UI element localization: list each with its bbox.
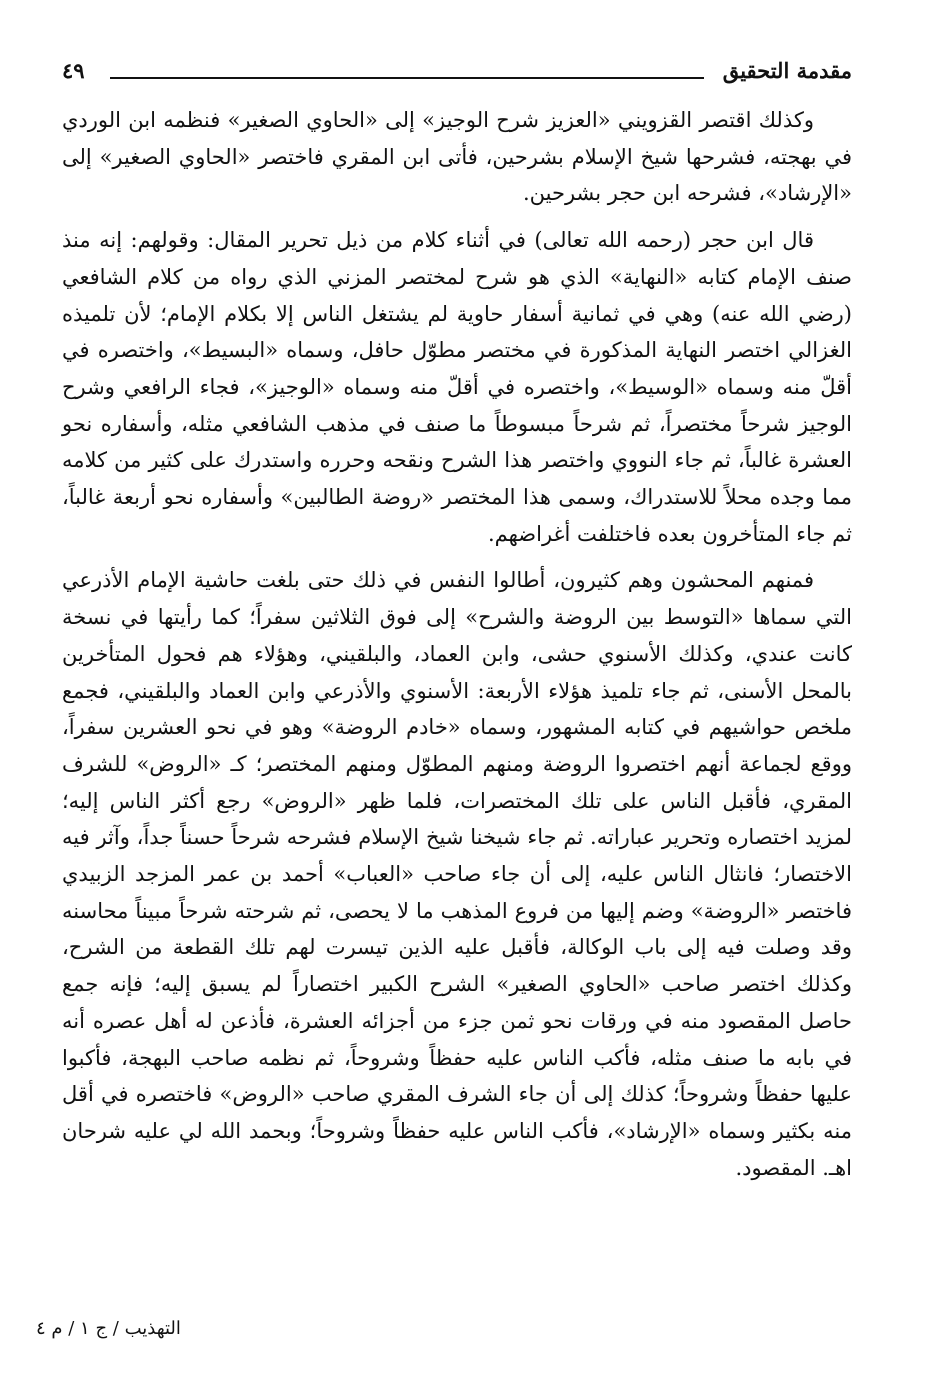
page-number: ٤٩ bbox=[62, 58, 85, 83]
header-rule bbox=[110, 77, 704, 79]
section-title: مقدمة التحقيق bbox=[722, 58, 852, 83]
body-text bbox=[62, 102, 852, 1196]
paragraph-3: فمنهم المحشون وهم كثيرون، أطالوا النفس في ذلك حتى بلغت حاشية الإمام الأذرعي التي سماها «التوسط بين الروضة والشرح» إلى فوق الثلاثين سفراً؛ كما رأيتها في نسخة كانت عندي، وكذلك الأسنوي حشى، وابن العماد، والبلقيني، وهؤلاء هم فحول المتأخرين بالمحل الأسنى، ثم جاء تلميذ هؤلاء الأربعة: الأسنوي والأذرعي وابن العماد والبلقيني، فجمع ملخص حواشيهم في كتابه المشهور، وسماه «خادم الروضة» وهو في نحو العشرين سفراً، ووقع لجماعة أنهم اختصروا الروضة ومنهم المطوّل ومنهم المختصر؛ كـ «الروض» للشرف المقري، فأقبل الناس على تلك المختصرات، فلما ظهر «الروض» رجع أكثر الناس إليه؛ لمزيد اختصاره وتحرير عباراته. ثم جاء شيخنا شيخ الإسلام فشرحه شرحاً حسناً جداً، وآثر فيه الاختصار؛ فانثال الناس عليه، إلى أن جاء صاحب «العباب» أحمد بن عمر المزجد الزبيدي فاختصر «الروضة» وضم إليها من فروع المذهب ما لا يحصى، ثم شرحته شرحاً مبيناً محاسنه وقد وصلت فيه إلى باب الوكالة، فأقبل عليه الذين تيسرت لهم تلك القطعة من الشرح، وكذلك اختصر صاحب «الحاوي الصغير» الشرح الكبير اختصاراً لم يسبق إليه؛ فإنه جمع حاصل المقصود منه في ورقات نحو ثمن جزء من أجزائه العشرة، فأذعن له أهل عصره أنه في بابه ما صنف مثله، فأكب الناس عليه حفظاً وشروحاً، ثم نظمه صاحب البهجة، فأكبوا عليها حفظاً وشروحاً؛ كذلك إلى أن جاء الشرف المقري صاحب «الروض» فاختصره في أقل منه بكثير وسماه «الإرشاد»، فأكب الناس عليه حفظاً وشروحاً؛ وبحمد الله لي عليه شرحان اهـ. المقصود. bbox=[62, 568, 852, 1180]
paragraph-2: قال ابن حجر (رحمه الله تعالى) في أثناء كلام من ذيل تحرير المقال: وقولهم: إنه منذ صنف الإمام كتابه «النهاية» الذي هو شرح لمختصر المزني الذي رواه من كلام الشافعي (رضي الله عنه) وهي في ثمانية أسفار حاوية لم يشتغل الناس إلا بكلام الإمام؛ لأن تلميذه الغزالي اختصر النهاية المذكورة في مختصر مطوّل حافل، وسماه «البسيط»، واختصره في أقلّ منه وسماه «الوسيط»، واختصره في أقلّ منه وسماه «الوجيز»، فجاء الرافعي وشرح الوجيز شرحاً مختصراً، ثم شرحاً مبسوطاً ما صنف في مذهب الشافعي مثله، وأسفاره نحو العشرة غالباً، ثم جاء النووي واختصر هذا الشرح ونقحه وحرره واستدرك على كثير من كلامه مما وجده محلاً للاستدراك، وسمى هذا المختصر «روضة الطالبين» وأسفاره نحو أربعة غالباً، ثم جاء المتأخرون بعده فاختلفت أغراضهم. bbox=[62, 228, 852, 546]
paragraph-1: وكذلك اقتصر القزويني «العزيز شرح الوجيز» إلى «الحاوي الصغير» فنظمه ابن الوردي في بهجته، فشرحها شيخ الإسلام بشرحين، فأتى ابن المقري فاختصر «الحاوي الصغير» إلى «الإرشاد»، فشرحه ابن حجر بشرحين. bbox=[62, 108, 852, 206]
footer-signature: التهذيب / ج ١ / م ٤ bbox=[36, 1318, 181, 1339]
page-header bbox=[62, 58, 852, 92]
